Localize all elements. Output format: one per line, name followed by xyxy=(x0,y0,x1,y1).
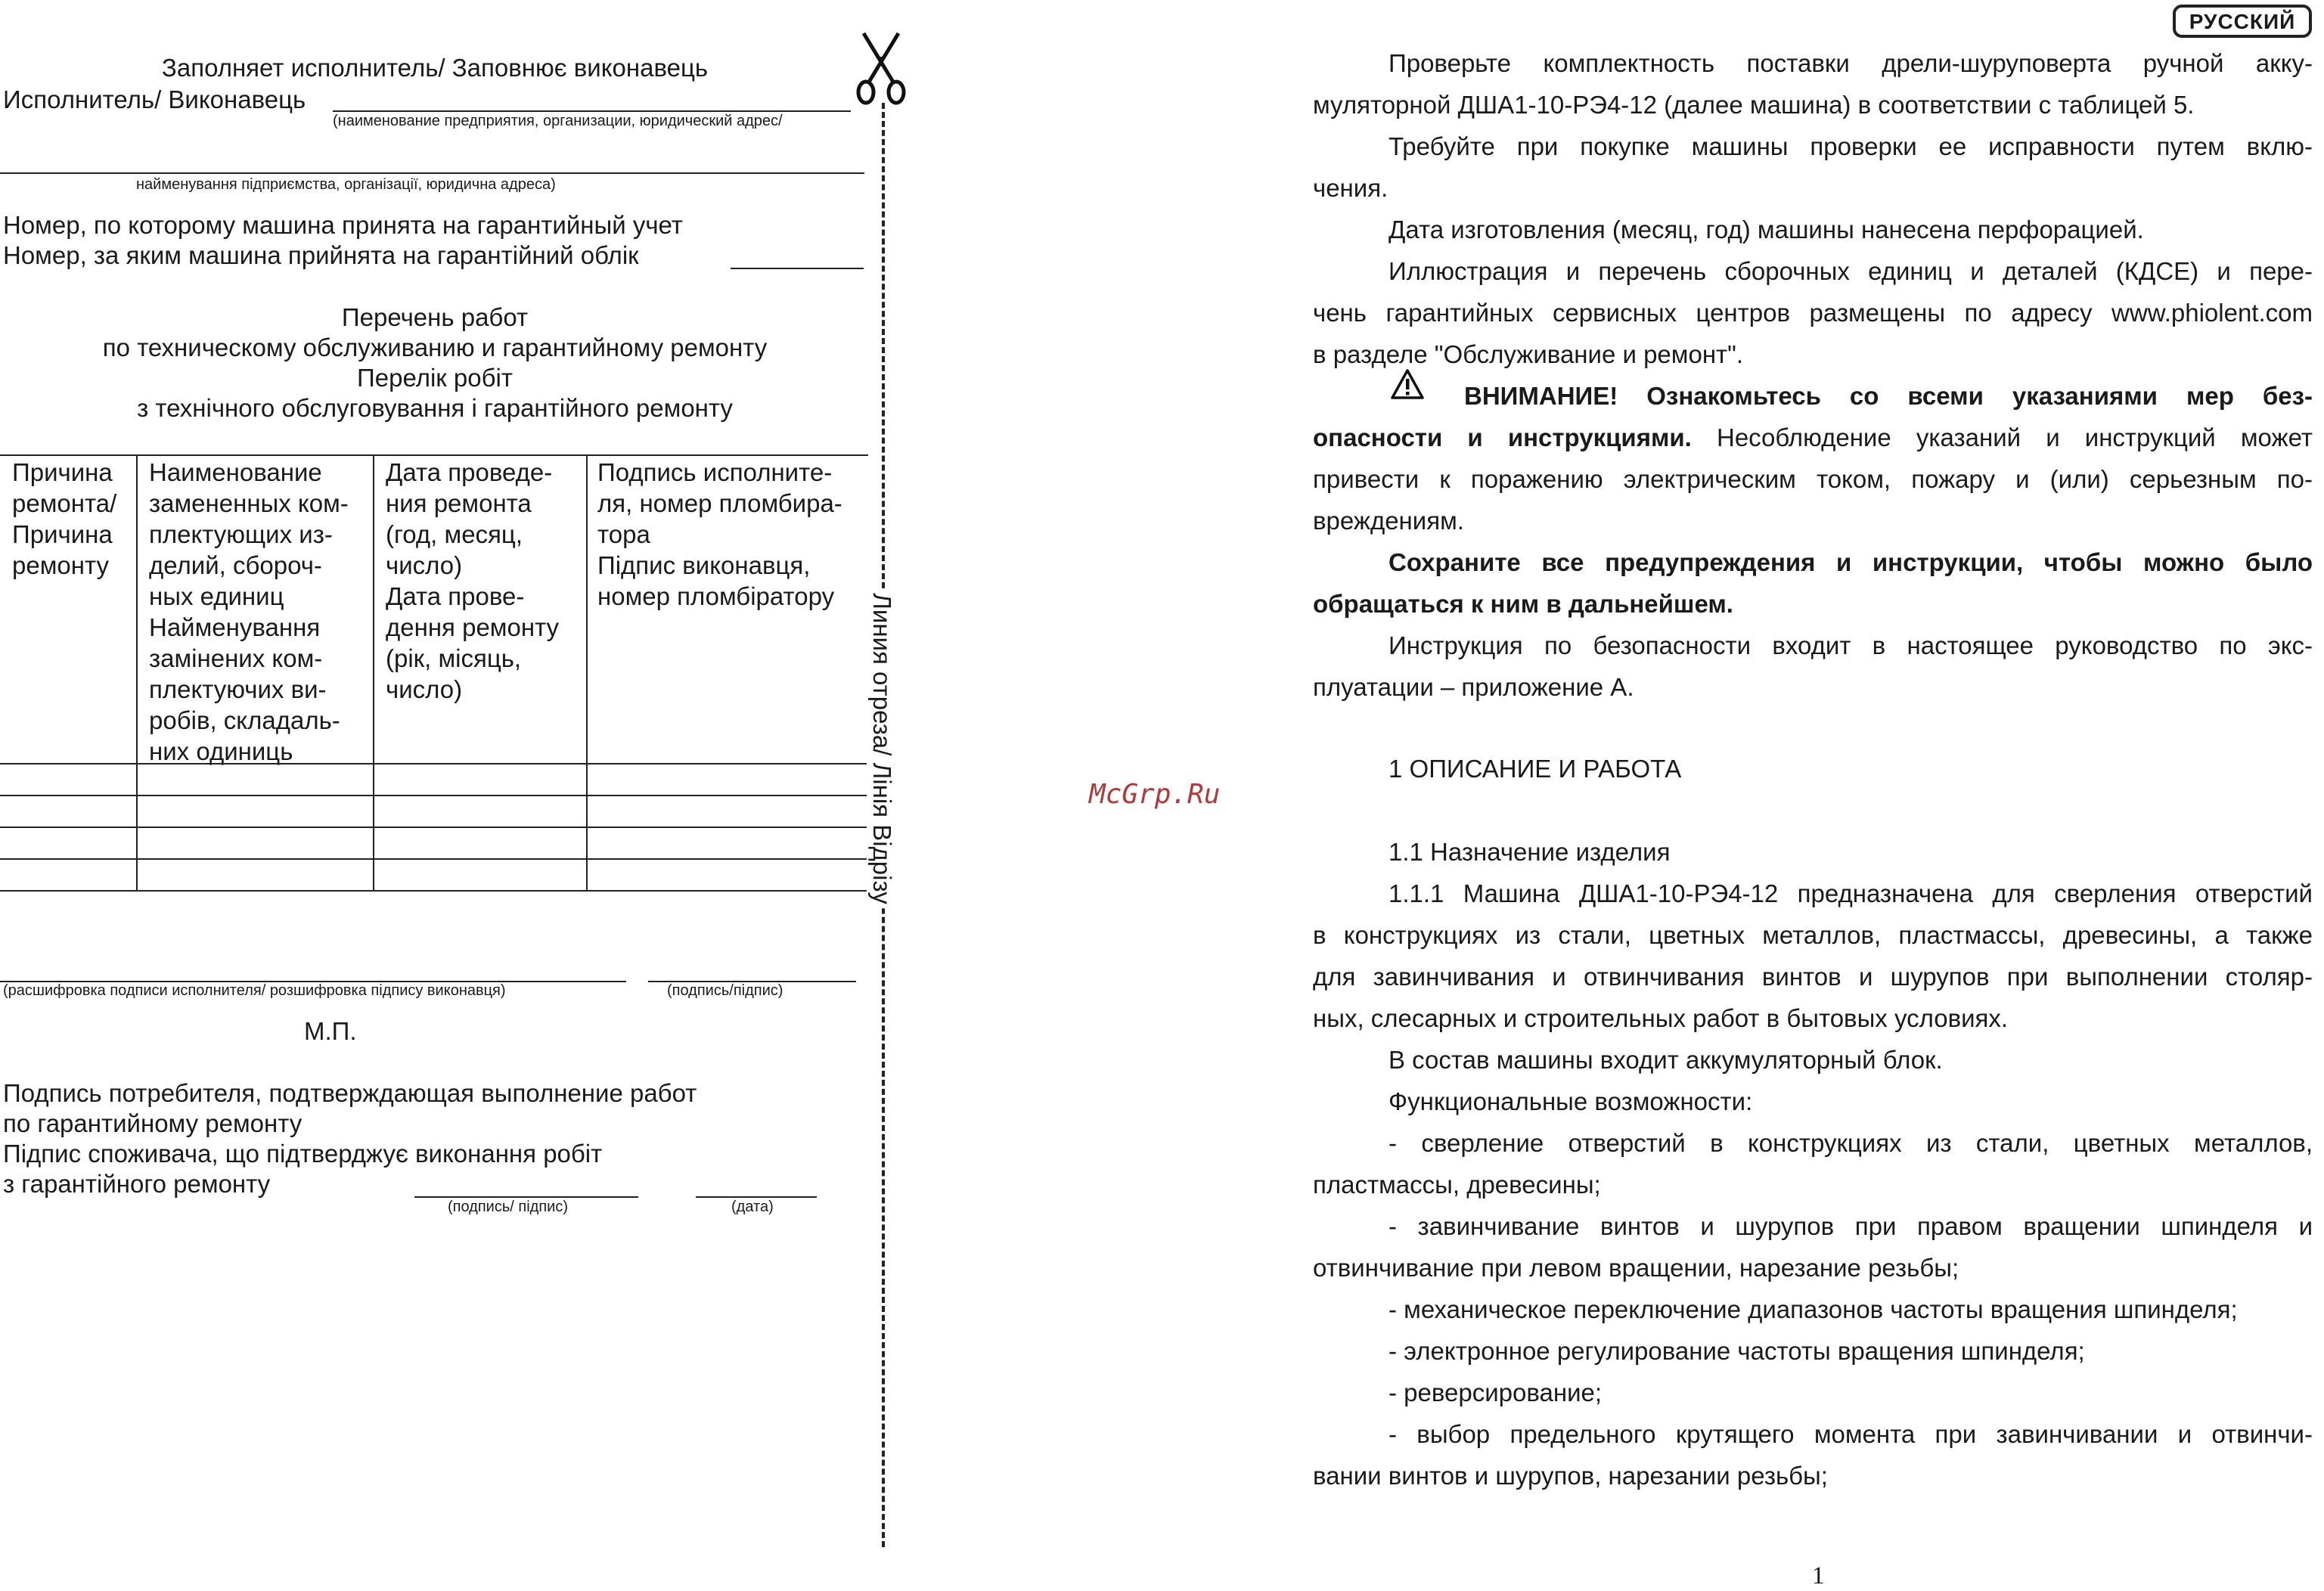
warning-line-2-bold: опасности и инструкциями. xyxy=(1313,423,1692,451)
table-row-line xyxy=(0,858,868,860)
works-title-4: з технічного обслуговування і гарантійного ремонту xyxy=(137,394,733,422)
warning-line-3: привести к поражению электрическим током, пожару и (или) серьезным по- xyxy=(1313,465,2313,493)
function-item: - электронное регулирование частоты вращения шпинделя; xyxy=(1389,1337,2085,1365)
p111-line-4: ных, слесарных и строительных работ в бытовых условиях. xyxy=(1313,1004,2009,1032)
table-header-reason: Причина ремонта/ Причина ремонту xyxy=(12,458,117,579)
executor-hint-ru: (наименование предприятия, организации, юридический адрес/ xyxy=(333,113,783,129)
functions-title: Функциональные возможности: xyxy=(1389,1087,1753,1115)
function-item-cont: вании винтов и шурупов, нарезании резьбы; xyxy=(1313,1462,1828,1490)
function-item-cont: пластмассы, древесины; xyxy=(1313,1171,1601,1199)
p2-line-2: чения. xyxy=(1313,174,1389,202)
battery-text: В состав машины входит аккумуляторный блок. xyxy=(1389,1046,1943,1074)
cut-line-label: Линия отреза/ Лінія Відрізу xyxy=(867,588,897,908)
table-border-bottom xyxy=(0,890,868,892)
warning-line-2-rest: Несоблюдение указаний и инструкций может xyxy=(1691,423,2313,451)
signature-hint: (подпись/підпис) xyxy=(667,982,783,999)
warning-line-2 xyxy=(1313,417,2313,458)
number-underline xyxy=(731,268,864,269)
warning-icon xyxy=(1390,368,1425,400)
warning-line-4: вреждениям. xyxy=(1313,507,1464,535)
table-border-top xyxy=(0,454,868,456)
executor-hint-ua: найменування підприємства, організації, юридична адреса) xyxy=(136,176,556,193)
keep-line-1: Сохраните все предупреждения и инструкции, чтобы можно было xyxy=(1389,548,2313,576)
keep-line-2: обращаться к ним в дальнейшем. xyxy=(1313,590,1733,618)
table-row-line xyxy=(0,795,868,796)
consumer-date-hint: (дата) xyxy=(731,1199,774,1215)
signature-decode-hint: (расшифровка подписи исполнителя/ розшифровка підпису виконавця) xyxy=(3,982,506,999)
executor-underline xyxy=(333,110,851,112)
executor-label: Исполнитель/ Виконавець xyxy=(3,85,306,113)
watermark: McGrp.Ru xyxy=(1089,779,1221,810)
consumer-line-2: по гарантийному ремонту xyxy=(3,1109,303,1137)
p1-line-1: Проверьте комплектность поставки дрели-шуруповерта ручной акку- xyxy=(1389,49,2313,77)
table-col-divider xyxy=(136,454,138,891)
section-title: 1 ОПИСАНИЕ И РАБОТА xyxy=(1389,755,1682,783)
subsection-title: 1.1 Назначение изделия xyxy=(1389,838,1671,866)
table-row-line xyxy=(0,827,868,828)
works-title-1: Перечень работ xyxy=(341,303,529,331)
p111-line-2: в конструкциях из стали, цветных металлов, пластмассы, древесины, а также xyxy=(1313,921,2313,949)
p111-line-1: 1.1.1 Машина ДША1-10-РЭ4-12 предназначена для сверления отверстий xyxy=(1389,879,2313,907)
table-col-divider xyxy=(373,454,374,891)
table-col-divider xyxy=(586,454,588,891)
executor-underline-2 xyxy=(0,172,864,174)
function-item-cont: отвинчивание при левом вращении, нарезание резьбы; xyxy=(1313,1254,1959,1282)
p4-line-1: Иллюстрация и перечень сборочных единиц и деталей (КДСЕ) и пере- xyxy=(1389,257,2313,285)
consumer-sign-hint: (подпись/ підпис) xyxy=(448,1199,568,1215)
function-item: - механическое переключение диапазонов частоты вращения шпинделя; xyxy=(1389,1295,2238,1323)
function-item: - выбор предельного крутящего момента при завинчивании и отвинчи- xyxy=(1389,1420,2313,1448)
p1-line-2: муляторной ДША1-10-РЭ4-12 (далее машина) в соответствии с таблицей 5. xyxy=(1313,91,2195,119)
consumer-line-3: Підпис споживача, що підтверджує виконання робіт xyxy=(3,1140,603,1168)
works-title-2: по техническому обслуживанию и гарантийному ремонту xyxy=(102,333,768,361)
number-ru: Номер, по которому машина принята на гарантийный учет xyxy=(3,211,683,239)
stamp-label: М.П. xyxy=(304,1017,357,1045)
works-title-3: Перелік робіт xyxy=(357,364,513,392)
language-badge: РУССКИЙ xyxy=(2173,5,2312,38)
safety-line-2: плуатации – приложение А. xyxy=(1313,673,1634,701)
number-ua: Номер, за яким машина прийнята на гарантійний облік xyxy=(3,241,639,269)
p4-line-2: чень гарантийных сервисных центров размещены по адресу www.phiolent.com xyxy=(1313,299,2313,327)
function-item: - завинчивание винтов и шурупов при правом вращении шпинделя и xyxy=(1389,1212,2313,1240)
function-item: - сверление отверстий в конструкциях из стали, цветных металлов, xyxy=(1389,1129,2313,1157)
p4-line-3: в разделе "Обслуживание и ремонт". xyxy=(1313,340,1744,368)
p3: Дата изготовления (месяц, год) машины нанесена перфорацией. xyxy=(1389,216,2144,243)
scissors-icon xyxy=(855,30,908,106)
consumer-line-1: Подпись потребителя, подтверждающая выполнение работ xyxy=(3,1079,697,1107)
table-row-line xyxy=(0,763,868,764)
function-item: - реверсирование; xyxy=(1389,1379,1603,1406)
page-number: 1 xyxy=(1812,1562,1825,1589)
table-header-parts: Наименование замененных ком- плектующих из- делий, сбороч- ных единиц Найменування замінених ком- плектуючих ви- робів, складаль- них одиниць xyxy=(149,458,349,765)
safety-line-1: Инструкция по безопасности входит в настоящее руководство по экс- xyxy=(1389,631,2313,659)
table-header-signature: Подпись исполните- ля, номер пломбира- тора Підпис виконавця, номер пломбіратору xyxy=(597,458,842,610)
table-header-date: Дата проведе- ния ремонта (год, месяц, число) Дата прове- дення ремонту (рік, місяць, число) xyxy=(386,458,560,703)
p2-line-1: Требуйте при покупке машины проверки ее исправности путем вклю- xyxy=(1389,132,2313,160)
warning-line-1: ВНИМАНИЕ! Ознакомьтесь со всеми указаниями мер без- xyxy=(1464,382,2313,410)
consumer-line-4: з гарантійного ремонту xyxy=(3,1170,271,1198)
form-header: Заполняет исполнитель/ Заповнює виконавець xyxy=(161,54,709,82)
p111-line-3: для завинчивания и отвинчивания винтов и шурупов при выполнении столяр- xyxy=(1313,963,2313,991)
